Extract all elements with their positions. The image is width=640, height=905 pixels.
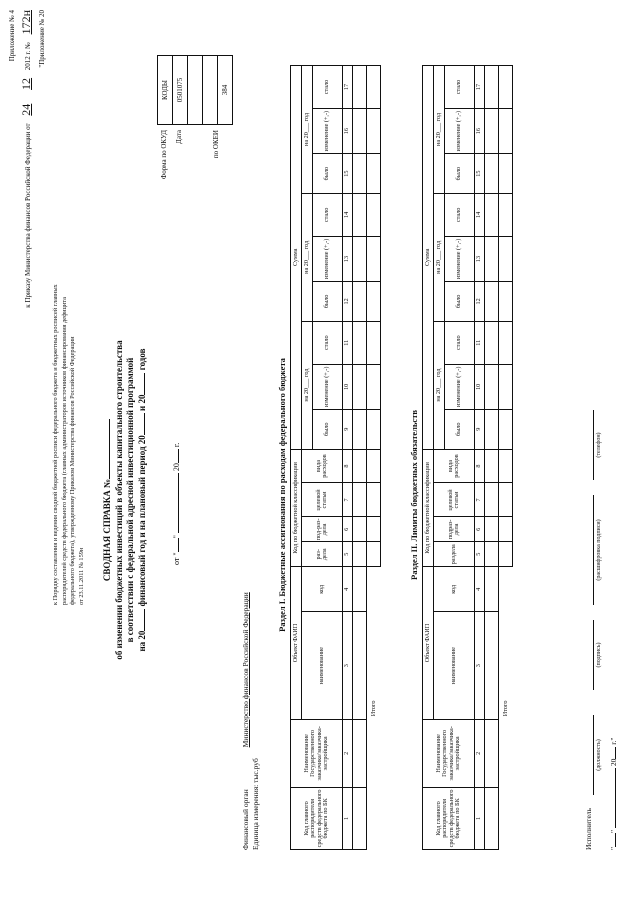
telefon-caption: (телефон) bbox=[596, 432, 602, 458]
section1-table bbox=[290, 65, 381, 850]
s2-col-stalo-1: стало bbox=[445, 321, 475, 364]
s2-col-bylo-1: было bbox=[445, 409, 475, 449]
s2-col-izm-1: изменение (+,-) bbox=[445, 364, 475, 409]
s1-col-kod-glav: Код главного распорядителя средств федерального бюджета по БК bbox=[291, 787, 343, 849]
podpis-caption: (подпись) bbox=[596, 642, 602, 668]
s2-col-year-2: на 20___ год bbox=[434, 193, 445, 321]
s2-col-kod: код bbox=[434, 567, 475, 612]
order-number: 172н bbox=[19, 10, 34, 35]
footer-date: "" 20 г." bbox=[609, 737, 618, 850]
s2-itogo-label: Итого bbox=[499, 567, 513, 850]
section1-title: Раздел I. Бюджетные ассигнования по расходам федерального бюджета bbox=[277, 358, 287, 632]
title-line-3: в соответствии с федеральной адресной инвестиционной программой bbox=[125, 357, 136, 643]
appendix-label: Приложение № 4 bbox=[8, 10, 16, 62]
s1-itogo-row bbox=[367, 66, 381, 850]
codes-table bbox=[157, 55, 233, 125]
title-line-1: СВОДНАЯ СПРАВКА № bbox=[102, 285, 114, 715]
s1-col-bylo-1: было bbox=[313, 409, 343, 449]
date-label: Дата bbox=[175, 130, 183, 144]
table-row bbox=[485, 66, 499, 850]
section2-table bbox=[422, 65, 513, 850]
s2-col-vida: вида расходов bbox=[434, 449, 475, 483]
org-label: Финансовый орган bbox=[241, 789, 250, 850]
podpis-line bbox=[593, 620, 594, 690]
units-label: Единица измерения: тыс.руб bbox=[251, 758, 260, 850]
telefon-line bbox=[593, 410, 594, 480]
s2-col-bylo-2: было bbox=[445, 282, 475, 322]
dolzhnost-caption: (должность) bbox=[596, 739, 602, 771]
s2-col-faip: Объект ФАИП bbox=[423, 567, 434, 720]
form-date: от "" 20 г. bbox=[172, 442, 181, 565]
s2-col-izm-2: изменение (+,-) bbox=[445, 236, 475, 281]
s2-col-year-3: на 20___ год bbox=[434, 66, 445, 194]
s1-col-izm-1: изменение (+,-) bbox=[313, 364, 343, 409]
table-row bbox=[353, 66, 367, 850]
rasshifrovka-caption: (расшифровка подписи) bbox=[596, 519, 602, 581]
order-para-line-4: от 23.11.2011 № 159н bbox=[77, 547, 85, 605]
s2-col-razdela: раздела bbox=[434, 542, 475, 567]
s1-col-bylo-2: было bbox=[313, 282, 343, 322]
date-value bbox=[188, 56, 203, 125]
s1-col-podrazdela: под-раз-дела bbox=[302, 517, 343, 542]
order-prefix: к Приказу Министерства финансов Российской Федерации от bbox=[24, 123, 33, 308]
s2-itogo-row bbox=[499, 66, 513, 850]
appendix20-label: "Приложение № 20 bbox=[37, 10, 46, 68]
order-paragraph bbox=[52, 125, 86, 605]
okud-label: Форма по ОКУД bbox=[160, 130, 168, 180]
s2-col-naim: наименование bbox=[434, 612, 475, 719]
s1-col-year-2: на 20___ год bbox=[302, 193, 313, 321]
s2-col-podrazdela: подраз-дела bbox=[434, 517, 475, 542]
s2-col-stalo-2: стало bbox=[445, 193, 475, 236]
header-block bbox=[8, 10, 46, 405]
form-title bbox=[102, 285, 149, 715]
s2-col-izm-3: изменение (+,-) bbox=[445, 109, 475, 154]
s1-col-year-1: на 20___ год bbox=[302, 321, 313, 449]
s1-col-stalo-1: стало bbox=[313, 321, 343, 364]
order-para-line-1: к Порядку составления и ведения сводной бюджетной росписи федерального бюджета и бюджетных росписей главных bbox=[52, 284, 59, 605]
s1-col-year-3: на 20___ год bbox=[302, 66, 313, 194]
s1-col-summa: Сумма bbox=[291, 66, 302, 450]
ispolnitel-label: Исполнитель bbox=[584, 808, 593, 850]
org-value: Министерство финансов Российской Федерации bbox=[241, 592, 250, 748]
order-month: 12 bbox=[19, 77, 34, 90]
s2-col-celevoy: целевой статьи bbox=[434, 483, 475, 517]
s1-col-celevoy: целевой статьи bbox=[302, 483, 343, 517]
s2-col-kod-glav: Код главного распорядителя средств федерального бюджета по БК bbox=[423, 787, 475, 849]
org-line bbox=[242, 550, 251, 850]
s1-col-vida: вида расходов bbox=[302, 449, 343, 483]
s1-col-bylo-3: было bbox=[313, 154, 343, 194]
s1-col-faip: Объект ФАИП bbox=[291, 567, 302, 720]
s1-col-razdela: раз-дела bbox=[302, 542, 343, 567]
title-line-2: об изменении бюджетных инвестиций в объекты капитального строительства bbox=[113, 340, 124, 660]
dolzhnost-line bbox=[593, 715, 594, 795]
s2-number-row: 1 2 3 4 5 6 7 8 9 10 11 12 13 14 15 16 17 bbox=[475, 66, 485, 850]
codes-header: КОДЫ bbox=[158, 56, 173, 125]
okud-value: 0501075 bbox=[173, 56, 188, 125]
s1-col-stalo-3: стало bbox=[313, 66, 343, 109]
s1-col-naim-gos: Наименование Государственного заказчика/заказчика-застройщика bbox=[291, 719, 343, 787]
s2-col-summa: Сумма bbox=[423, 66, 434, 450]
s2-col-bylo-3: было bbox=[445, 154, 475, 194]
s1-col-izm-2: изменение (+,-) bbox=[313, 236, 343, 281]
s1-col-bk: Код по бюджетной классификации bbox=[291, 449, 302, 567]
order-line bbox=[20, 10, 34, 405]
okei-label: по ОКЕИ bbox=[212, 130, 220, 159]
s2-col-naim-gos: Наименование Государственного заказчика/заказчика-застройщика bbox=[423, 719, 475, 787]
s1-col-stalo-2: стало bbox=[313, 193, 343, 236]
order-para-line-2: распорядителей средств федерального бюджета (главных администраторов источников финансирования дефицита bbox=[60, 297, 68, 605]
s2-col-bk: Код по бюджетной классификации bbox=[423, 449, 434, 567]
blank-code-1 bbox=[203, 56, 218, 125]
s2-col-stalo-3: стало bbox=[445, 66, 475, 109]
title-line-4: на 20 финансовый год и на плановый период 20 и 20 годов bbox=[137, 348, 148, 652]
s1-col-naim: наименование bbox=[302, 612, 343, 719]
order-day: 24 bbox=[19, 103, 34, 116]
section2-title: Раздел II. Лимиты бюджетных обязательств bbox=[409, 410, 419, 580]
okei-value: 384 bbox=[218, 56, 233, 125]
order-para-line-3: федерального бюджета), утвержденному Приказом Министерства финансов Российской Федерации bbox=[69, 336, 76, 605]
order-year: 2012 г. № bbox=[24, 42, 33, 71]
s1-itogo-label: Итого bbox=[367, 567, 381, 850]
s1-number-row: 1 2 3 4 5 6 7 8 9 10 11 12 13 14 15 16 17 bbox=[343, 66, 353, 850]
s1-col-izm-3: изменение (+,-) bbox=[313, 109, 343, 154]
s1-col-kod: код bbox=[302, 567, 343, 612]
rasshifrovka-line bbox=[593, 495, 594, 605]
s2-col-year-1: на 20___ год bbox=[434, 321, 445, 449]
